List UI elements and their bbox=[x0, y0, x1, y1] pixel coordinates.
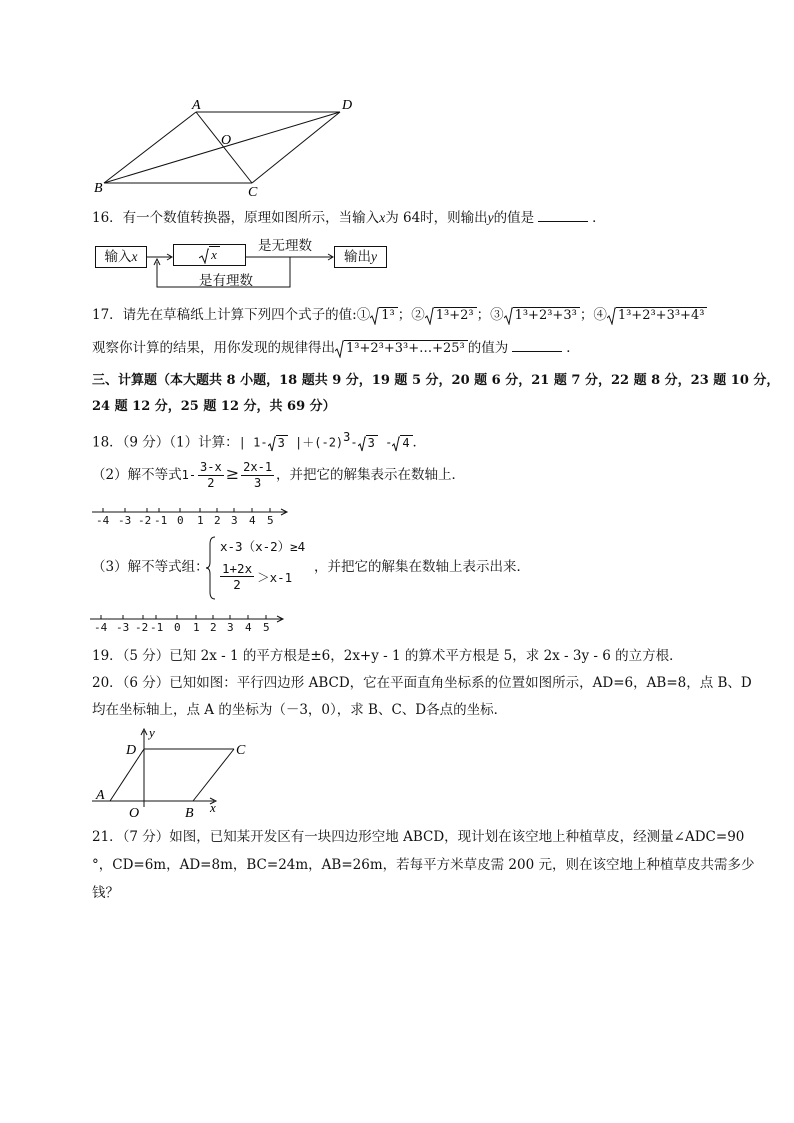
axis1-tick-label: -2 bbox=[138, 514, 152, 527]
part3-frac-denominator: 2 bbox=[233, 577, 241, 592]
q17-line2-after: 的值为 bbox=[467, 340, 509, 356]
q18-part2-suffix: ，并把它的解集表示在数轴上． bbox=[276, 467, 466, 483]
axis2-tick-label: 0 bbox=[174, 621, 181, 634]
q17-line1 bbox=[92, 305, 707, 326]
sqrt-symbol-icon bbox=[335, 339, 344, 359]
center-label-o: O bbox=[221, 133, 232, 148]
q17-expr-4: 1³+2³+3³+4³ bbox=[616, 307, 708, 323]
q17-expr-3: 1³+2³+3³ bbox=[513, 307, 580, 323]
point-label-o: O bbox=[129, 806, 140, 820]
q17-line2-expr: 1³+2³+3³+…+25³ bbox=[344, 340, 468, 356]
q18-expr-g: - bbox=[377, 435, 393, 450]
axis1-tick-label: -1 bbox=[154, 514, 168, 527]
q16-var-x: x bbox=[379, 210, 386, 225]
point-label-d: D bbox=[126, 743, 137, 758]
q17-circled-1: ① bbox=[356, 307, 371, 323]
q16-after: 的值是 bbox=[493, 210, 535, 226]
q17-sep-3: ； bbox=[579, 307, 594, 323]
flow-arrows bbox=[140, 244, 340, 292]
q18-part1 bbox=[92, 427, 426, 453]
q17-circled-3: ③ bbox=[490, 307, 504, 323]
sqrt-symbol-icon bbox=[268, 433, 276, 453]
sqrt-symbol-icon bbox=[504, 306, 513, 326]
q18-expr-a: | 1- bbox=[238, 435, 268, 450]
q21-line1: 21．（7 分）如图，已知某开发区有一块四边形空地 ABCD，现计划在该空地上种植草皮，经测量∠ADC=90 bbox=[92, 829, 745, 845]
sqrt-symbol-icon bbox=[358, 433, 366, 453]
axis1-tick-label: 3 bbox=[231, 514, 238, 527]
q17-intro: 17．请先在草稿纸上计算下列四个式子的值: bbox=[92, 307, 357, 323]
q21-line3: 钱？ bbox=[92, 885, 119, 901]
q18-part3-frac bbox=[220, 561, 254, 592]
q19-text: 19．（5 分）已知 2x - 1 的平方根是±6，2x+y - 1 的算术平方根是 5，求 2x - 3y - 6 的立方根． bbox=[92, 648, 683, 664]
q17-answer-blank bbox=[512, 339, 562, 352]
part3-frac-numerator: 1+2x bbox=[222, 561, 253, 576]
axis1-tick-label: -4 bbox=[96, 514, 110, 527]
axis-label-y: y bbox=[149, 725, 155, 740]
axis2-tick-label: -3 bbox=[116, 621, 130, 634]
q16-var-y: y bbox=[487, 210, 494, 225]
sqrt-symbol-icon bbox=[392, 433, 400, 453]
section3-heading-line1: 三、计算题（本大题共 8 小题，18 题共 9 分，19 题 5 分，20 题 6 分，21 题 7 分，22 题 8 分，23 题 10 分， bbox=[92, 373, 780, 388]
vertex-label-b: B bbox=[94, 181, 103, 196]
axis1-tick-label: 0 bbox=[177, 514, 184, 527]
flow-sqrt-var: x bbox=[209, 246, 220, 262]
q17-expr-1: 1³ bbox=[379, 307, 397, 323]
q18-part2-prefix: （2）解不等式 bbox=[92, 467, 182, 483]
frac1-denominator: 2 bbox=[207, 476, 215, 490]
frac1-numerator: 3-x bbox=[200, 460, 222, 474]
number-line-1 bbox=[92, 502, 292, 532]
q18-part3-gt: ＞x-1 bbox=[257, 569, 293, 585]
coordinate-parallelogram-figure bbox=[88, 725, 258, 820]
q17-end: ． bbox=[566, 340, 580, 356]
q20-line2: 均在坐标轴上，点 A 的坐标为（－3，0），求 B、C、D各点的坐标． bbox=[92, 702, 508, 718]
flow-input-label: 输入 bbox=[104, 249, 132, 265]
axis2-tick-label: -1 bbox=[150, 621, 164, 634]
axis2-tick-label: 5 bbox=[263, 621, 270, 634]
point-label-b: B bbox=[185, 806, 194, 820]
q18-part2 bbox=[92, 456, 465, 493]
q18-part1-prefix: 18．（9 分）（1）计算： bbox=[92, 434, 239, 451]
axis2-tick-label: -2 bbox=[135, 621, 149, 634]
axis2-tick-label: -4 bbox=[94, 621, 108, 634]
q18-part2-one: 1- bbox=[181, 468, 197, 482]
axis2-tick-label: 4 bbox=[245, 621, 252, 634]
frac2-numerator: 2x-1 bbox=[243, 460, 273, 474]
q17-sep-2: ； bbox=[476, 307, 491, 323]
axis2-tick-label: 3 bbox=[227, 621, 234, 634]
vertex-label-c: C bbox=[248, 185, 258, 200]
axis1-tick-label: 4 bbox=[249, 514, 256, 527]
flow-output-label: 输出 bbox=[344, 249, 371, 265]
q17-line2-before: 观察你计算的结果，用你发现的规律得出 bbox=[92, 340, 335, 356]
axis1-tick-label: 1 bbox=[197, 514, 204, 527]
point-label-a: A bbox=[96, 788, 105, 803]
axis2-tick-label: 2 bbox=[210, 621, 217, 634]
q18-part1-end: ． bbox=[412, 434, 427, 451]
q16-before: 16．有一个数值转换器，原理如图所示，当输入 bbox=[92, 210, 380, 226]
q17-circled-2: ② bbox=[411, 307, 425, 323]
sqrt-symbol-icon bbox=[370, 306, 379, 326]
q18-expr-b: 3 bbox=[276, 435, 288, 451]
q18-expr-h: 4 bbox=[400, 435, 412, 451]
sqrt-symbol-icon bbox=[607, 306, 616, 326]
sqrt-symbol-icon bbox=[425, 306, 434, 326]
flow-output-var: y bbox=[371, 249, 377, 264]
axis2-tick-label: 1 bbox=[193, 621, 200, 634]
q16-mid: 为 64时，则输出 bbox=[385, 210, 488, 226]
q16-answer-blank bbox=[538, 209, 588, 222]
point-label-c: C bbox=[236, 743, 246, 758]
q18-part2-frac2 bbox=[241, 460, 274, 491]
section3-heading-line2: 24 题 12 分，25 题 12 分，共 69 分） bbox=[92, 399, 336, 414]
q17-sep-1: ； bbox=[397, 307, 412, 323]
q18-expr-f: 3 bbox=[366, 435, 378, 451]
number-line-2 bbox=[90, 609, 290, 639]
q17-expr-2: 1³+2³ bbox=[434, 307, 477, 323]
q16-end: ． bbox=[592, 210, 606, 226]
q18-part3-ineq2 bbox=[220, 561, 292, 592]
parallelogram-figure bbox=[88, 96, 368, 200]
flow-irrational-label: 是无理数 bbox=[258, 238, 312, 254]
q18-part3-suffix: ，并把它的解集在数轴上表示出来． bbox=[314, 559, 530, 575]
q16-text bbox=[92, 208, 606, 228]
frac2-denominator: 3 bbox=[253, 476, 262, 490]
q17-circled-4: ④ bbox=[593, 307, 607, 323]
flow-rational-label: 是有理数 bbox=[199, 273, 253, 289]
q18-part3-prefix: （3）解不等式组： bbox=[92, 559, 209, 575]
q18-expr-d: 3 bbox=[343, 430, 351, 444]
axis1-tick-label: 2 bbox=[214, 514, 221, 527]
vertex-label-d: D bbox=[342, 98, 353, 113]
brace-icon bbox=[205, 536, 217, 600]
axis-label-x: x bbox=[210, 800, 216, 815]
q20-line1: 20．（6 分）已知如图：平行四边形 ABCD，它在平面直角坐标系的位置如图所示，AD=6，AB=8，点 B、D bbox=[92, 675, 752, 691]
q17-line2 bbox=[92, 338, 580, 359]
axis1-tick-label: 5 bbox=[267, 514, 274, 527]
q18-expr-c: |＋(-2) bbox=[287, 435, 344, 450]
q18-part3-ineq1: x-3（x-2）≥4 bbox=[220, 539, 306, 554]
vertex-label-a: A bbox=[192, 98, 201, 113]
q21-line2: °，CD=6m，AD=8m，BC=24m，AB=26m，若每平方米草皮需 200 元，则在该空地上种植草皮共需多少 bbox=[92, 857, 755, 873]
q18-part2-ge: ≥ bbox=[225, 464, 240, 483]
q18-expr-e: - bbox=[350, 435, 358, 450]
axis1-tick-label: -3 bbox=[118, 514, 132, 527]
flow-input-var: x bbox=[131, 249, 138, 264]
flow-output-box bbox=[334, 246, 387, 268]
q18-part2-frac1 bbox=[198, 460, 224, 491]
